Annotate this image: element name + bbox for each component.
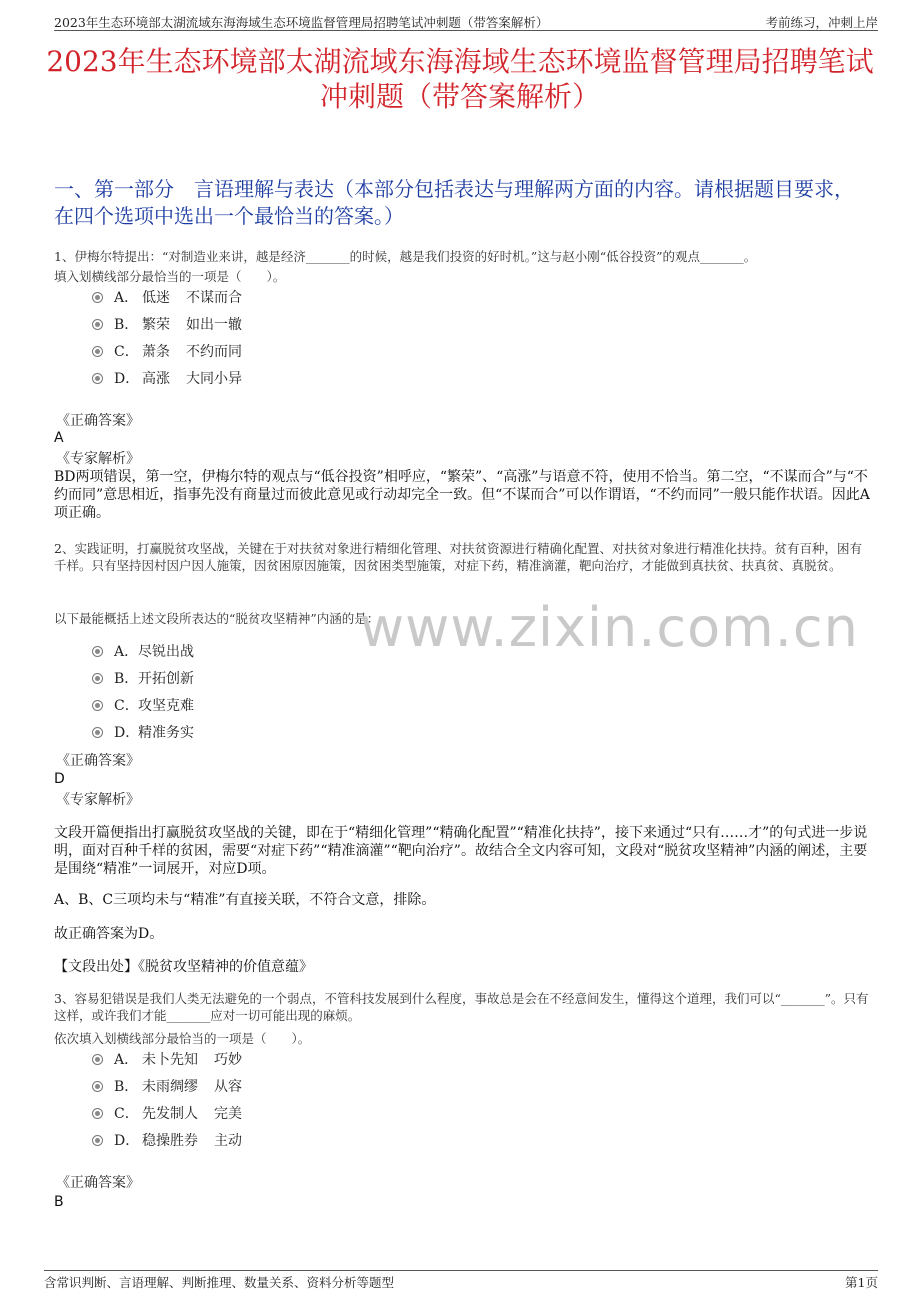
question-2-option-d[interactable]: D．精准务实 — [92, 723, 194, 743]
question-3-answer: B — [54, 1194, 64, 1210]
question-2-option-c[interactable]: C．攻坚克难 — [92, 696, 194, 716]
document-title: 2023年生态环境部太湖流域东海海域生态环境监督管理局招聘笔试冲刺题（带答案解析） — [46, 45, 874, 113]
header-left-text: 2023年生态环境部太湖流域东海海域生态环境监督管理局招聘笔试冲刺题（带答案解析） — [54, 15, 549, 30]
radio-icon[interactable] — [92, 373, 103, 384]
question-1-answer: A — [54, 430, 64, 446]
question-2-prompt: 以下最能概括上述文段所表达的“脱贫攻坚精神”内涵的是： — [54, 611, 380, 626]
radio-icon[interactable] — [92, 1108, 103, 1119]
question-2-option-b[interactable]: B．开拓创新 — [92, 669, 194, 689]
radio-icon[interactable] — [92, 673, 103, 684]
question-1-option-a[interactable]: A． 低迷 不谋而合 — [92, 288, 242, 308]
question-2-analysis-label: 《专家解析》 — [56, 792, 140, 808]
question-3-option-d[interactable]: D． 稳操胜券 主动 — [92, 1131, 242, 1151]
radio-icon[interactable] — [92, 727, 103, 738]
question-3-option-b[interactable]: B． 未雨绸缪 从容 — [92, 1077, 242, 1097]
question-1-stem: 1、伊梅尔特提出：“对制造业来讲，越是经济_______的时候，越是我们投资的好时机。”这与赵小刚“低谷投资”的观点_______。 — [54, 249, 757, 264]
radio-icon[interactable] — [92, 646, 103, 657]
question-3-option-a[interactable]: A． 未卜先知 巧妙 — [92, 1050, 242, 1070]
radio-icon[interactable] — [92, 1081, 103, 1092]
radio-icon[interactable] — [92, 292, 103, 303]
question-2-stem: 2、实践证明，打赢脱贫攻坚战，关键在于对扶贫对象进行精细化管理、对扶贫资源进行精确化配置、对扶贫对象进行精准化扶持。贫有百种，困有千样。只有坚持因村因户因人施策，因贫困原因施策，因贫困类型施策，对症下药，精准滴灌，靶向治疗，才能做到真扶贫、扶真贫、真脱贫。 — [54, 541, 862, 573]
question-2-source: 【文段出处】《脱贫攻坚精神的价值意蕴》 — [54, 959, 313, 975]
page-footer — [44, 1270, 878, 1293]
question-3-answer-label: 《正确答案》 — [56, 1175, 140, 1191]
footer-left-text: 含常识判断、言语理解、判断推理、数量关系、资料分析等题型 — [44, 1275, 395, 1290]
radio-icon[interactable] — [92, 1054, 103, 1065]
watermark: www.zixin.com.cn — [360, 596, 859, 659]
question-1-option-c[interactable]: C． 萧条 不约而同 — [92, 342, 242, 362]
radio-icon[interactable] — [92, 700, 103, 711]
question-2-answer-label: 《正确答案》 — [56, 753, 140, 769]
question-1-answer-label: 《正确答案》 — [56, 413, 140, 429]
radio-icon[interactable] — [92, 346, 103, 357]
page-number: 第1页 — [845, 1275, 878, 1290]
radio-icon[interactable] — [92, 319, 103, 330]
question-3-option-c[interactable]: C． 先发制人 完美 — [92, 1104, 242, 1124]
question-1-analysis-label: 《专家解析》 — [56, 451, 140, 467]
question-2-analysis-p3: 故正确答案为D。 — [54, 926, 164, 942]
section-heading: 一、第一部分 言语理解与表达（本部分包括表达与理解两方面的内容。请根据题目要求，在四个选项中选出一个最恰当的答案。） — [54, 177, 854, 228]
radio-icon[interactable] — [92, 1135, 103, 1146]
header-right-text: 考前练习，冲刺上岸 — [765, 15, 878, 30]
question-1-analysis: BD两项错误，第一空，伊梅尔特的观点与“低谷投资”相呼应，“繁荣”、“高涨”与语意不符，使用不恰当。第二空，“不谋而合”与“不约而同”意思相近，指事先没有商量过而彼此意见或行动却完全一致。但“不谋而合”可以作谓语，“不约而同”一般只能作状语。因此A项正确。 — [54, 469, 870, 521]
question-3-stem: 3、容易犯错误是我们人类无法避免的一个弱点，不管科技发展到什么程度，事故总是会在不经意间发生，懂得这个道理，我们可以“_______”。只有这样，或许我们才能_______应对一切可能出现的麻烦。 — [54, 991, 869, 1023]
question-3-prompt: 依次填入划横线部分最恰当的一项是（ ）。 — [54, 1031, 311, 1046]
question-1-option-b[interactable]: B． 繁荣 如出一辙 — [92, 315, 242, 335]
question-1-option-d[interactable]: D． 高涨 大同小异 — [92, 369, 242, 389]
question-2-option-a[interactable]: A．尽锐出战 — [92, 642, 194, 662]
question-2-analysis-p2: A、B、C三项均未与“精准”有直接关联，不符合文意，排除。 — [54, 892, 436, 908]
question-1-prompt: 填入划横线部分最恰当的一项是（ ）。 — [54, 269, 286, 284]
question-2-answer: D — [54, 771, 65, 787]
page-header — [54, 12, 878, 31]
question-2-analysis-p1: 文段开篇便指出打赢脱贫攻坚战的关键，即在于“精细化管理”“精确化配置”“精准化扶持”，接下来通过“只有……才”的句式进一步说明，面对百种千样的贫困，需要“对症下药”“精准滴灌”“靶向治疗”。故结合全文内容可知，文段对“脱贫攻坚精神”内涵的阐述，主要是围绕“精准”一词展开，对应D项。 — [54, 825, 868, 877]
